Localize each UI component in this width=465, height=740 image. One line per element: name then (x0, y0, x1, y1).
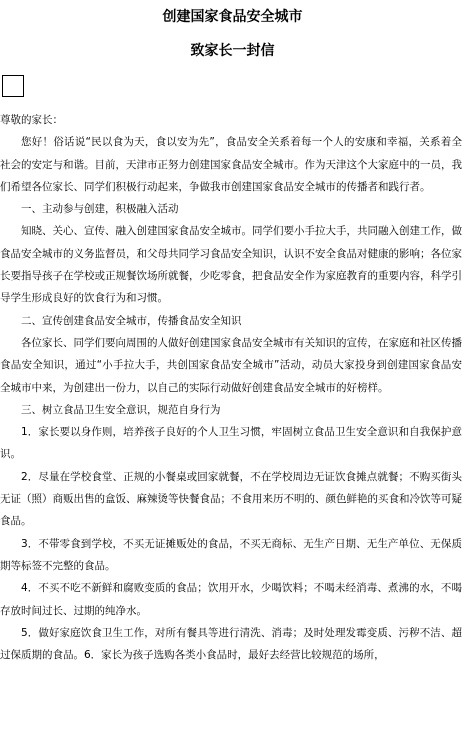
document-title: 创建国家食品安全城市 (162, 9, 303, 25)
paragraph-section-2: 各位家长、同学们要向周围的人做好创建国家食品安全城市有关知识的宣传，在家庭和社区传播食品安全知识，通过“小手拉大手，共创国家食品安全城市”活动，动员大家投身到创建国家食品安全城市中来，为创建出一份力，以自己的实际行动做好创建食品安全城市的好榜样。 (0, 336, 462, 394)
list-item-5: 5．做好家庭饮食卫生工作，对所有餐具等进行清洗、消毒；及时处理发霉变质、污秽不洁、超过保质期的食品。6．家长为孩子选购各类小食品时，最好去经营比较规范的场所， (0, 626, 462, 662)
document-subtitle: 致家长一封信 (190, 43, 275, 59)
section-heading-1: 一、主动参与创建，积极融入活动 (21, 203, 179, 216)
list-item-4: 4．不买不吃不新鲜和腐败变质的食品；饮用开水，少喝饮料；不喝未经消毒、煮沸的水，不喝存放时间过长、过期的纯净水。 (0, 582, 462, 617)
list-item-1: 1．家长要以身作则，培养孩子良好的个人卫生习惯，牢固树立食品卫生安全意识和自我保护意识。 (0, 426, 462, 461)
section-heading-2: 二、宣传创建食品安全城市，传播食品安全知识 (21, 314, 242, 327)
list-item-3: 3．不带零食到学校，不买无证摊贩处的食品，不买无商标、无生产日期、无生产单位、无保质期等标签不完整的食品。 (0, 537, 462, 572)
salutation: 尊敬的家长： (0, 114, 63, 126)
paragraph-section-1: 知晓、关心、宣传、融入创建国家食品安全城市。同学们要小手拉大手，共同融入创建工作，做食品安全城市的义务监督员，和父母共同学习食品安全知识，认识不安全食品对健康的影响；各位家长要指导孩子在学校或正规餐饮场所就餐，少吃零食，把食品安全作为家庭教育的重要内容，科学引导学生形成良好的饮食行为和习惯。 (0, 225, 462, 305)
letter-body (0, 109, 462, 666)
empty-box (2, 75, 24, 97)
list-item-2: 2．尽量在学校食堂、正规的小餐桌或回家就餐，不在学校周边无证饮食摊点就餐；不购买街头无证（照）商贩出售的盒饭、麻辣烫等快餐食品；不食用来历不明的、颜色鲜艳的买食和冷饮等可疑食品。 (0, 470, 462, 528)
section-heading-3: 三、树立食品卫生安全意识，规范自身行为 (21, 403, 221, 416)
paragraph-intro: 您好！俗话说“民以食为天，食以安为先”，食品安全关系着每一个人的安康和幸福，关系着全社会的安定与和谐。目前，天津市正努力创建国家食品安全城市。作为天津这个大家庭中的一员，我们希望各位家长、同学们积极行动起来，争做我市创建国家食品安全城市的传播者和践行者。 (0, 136, 462, 193)
